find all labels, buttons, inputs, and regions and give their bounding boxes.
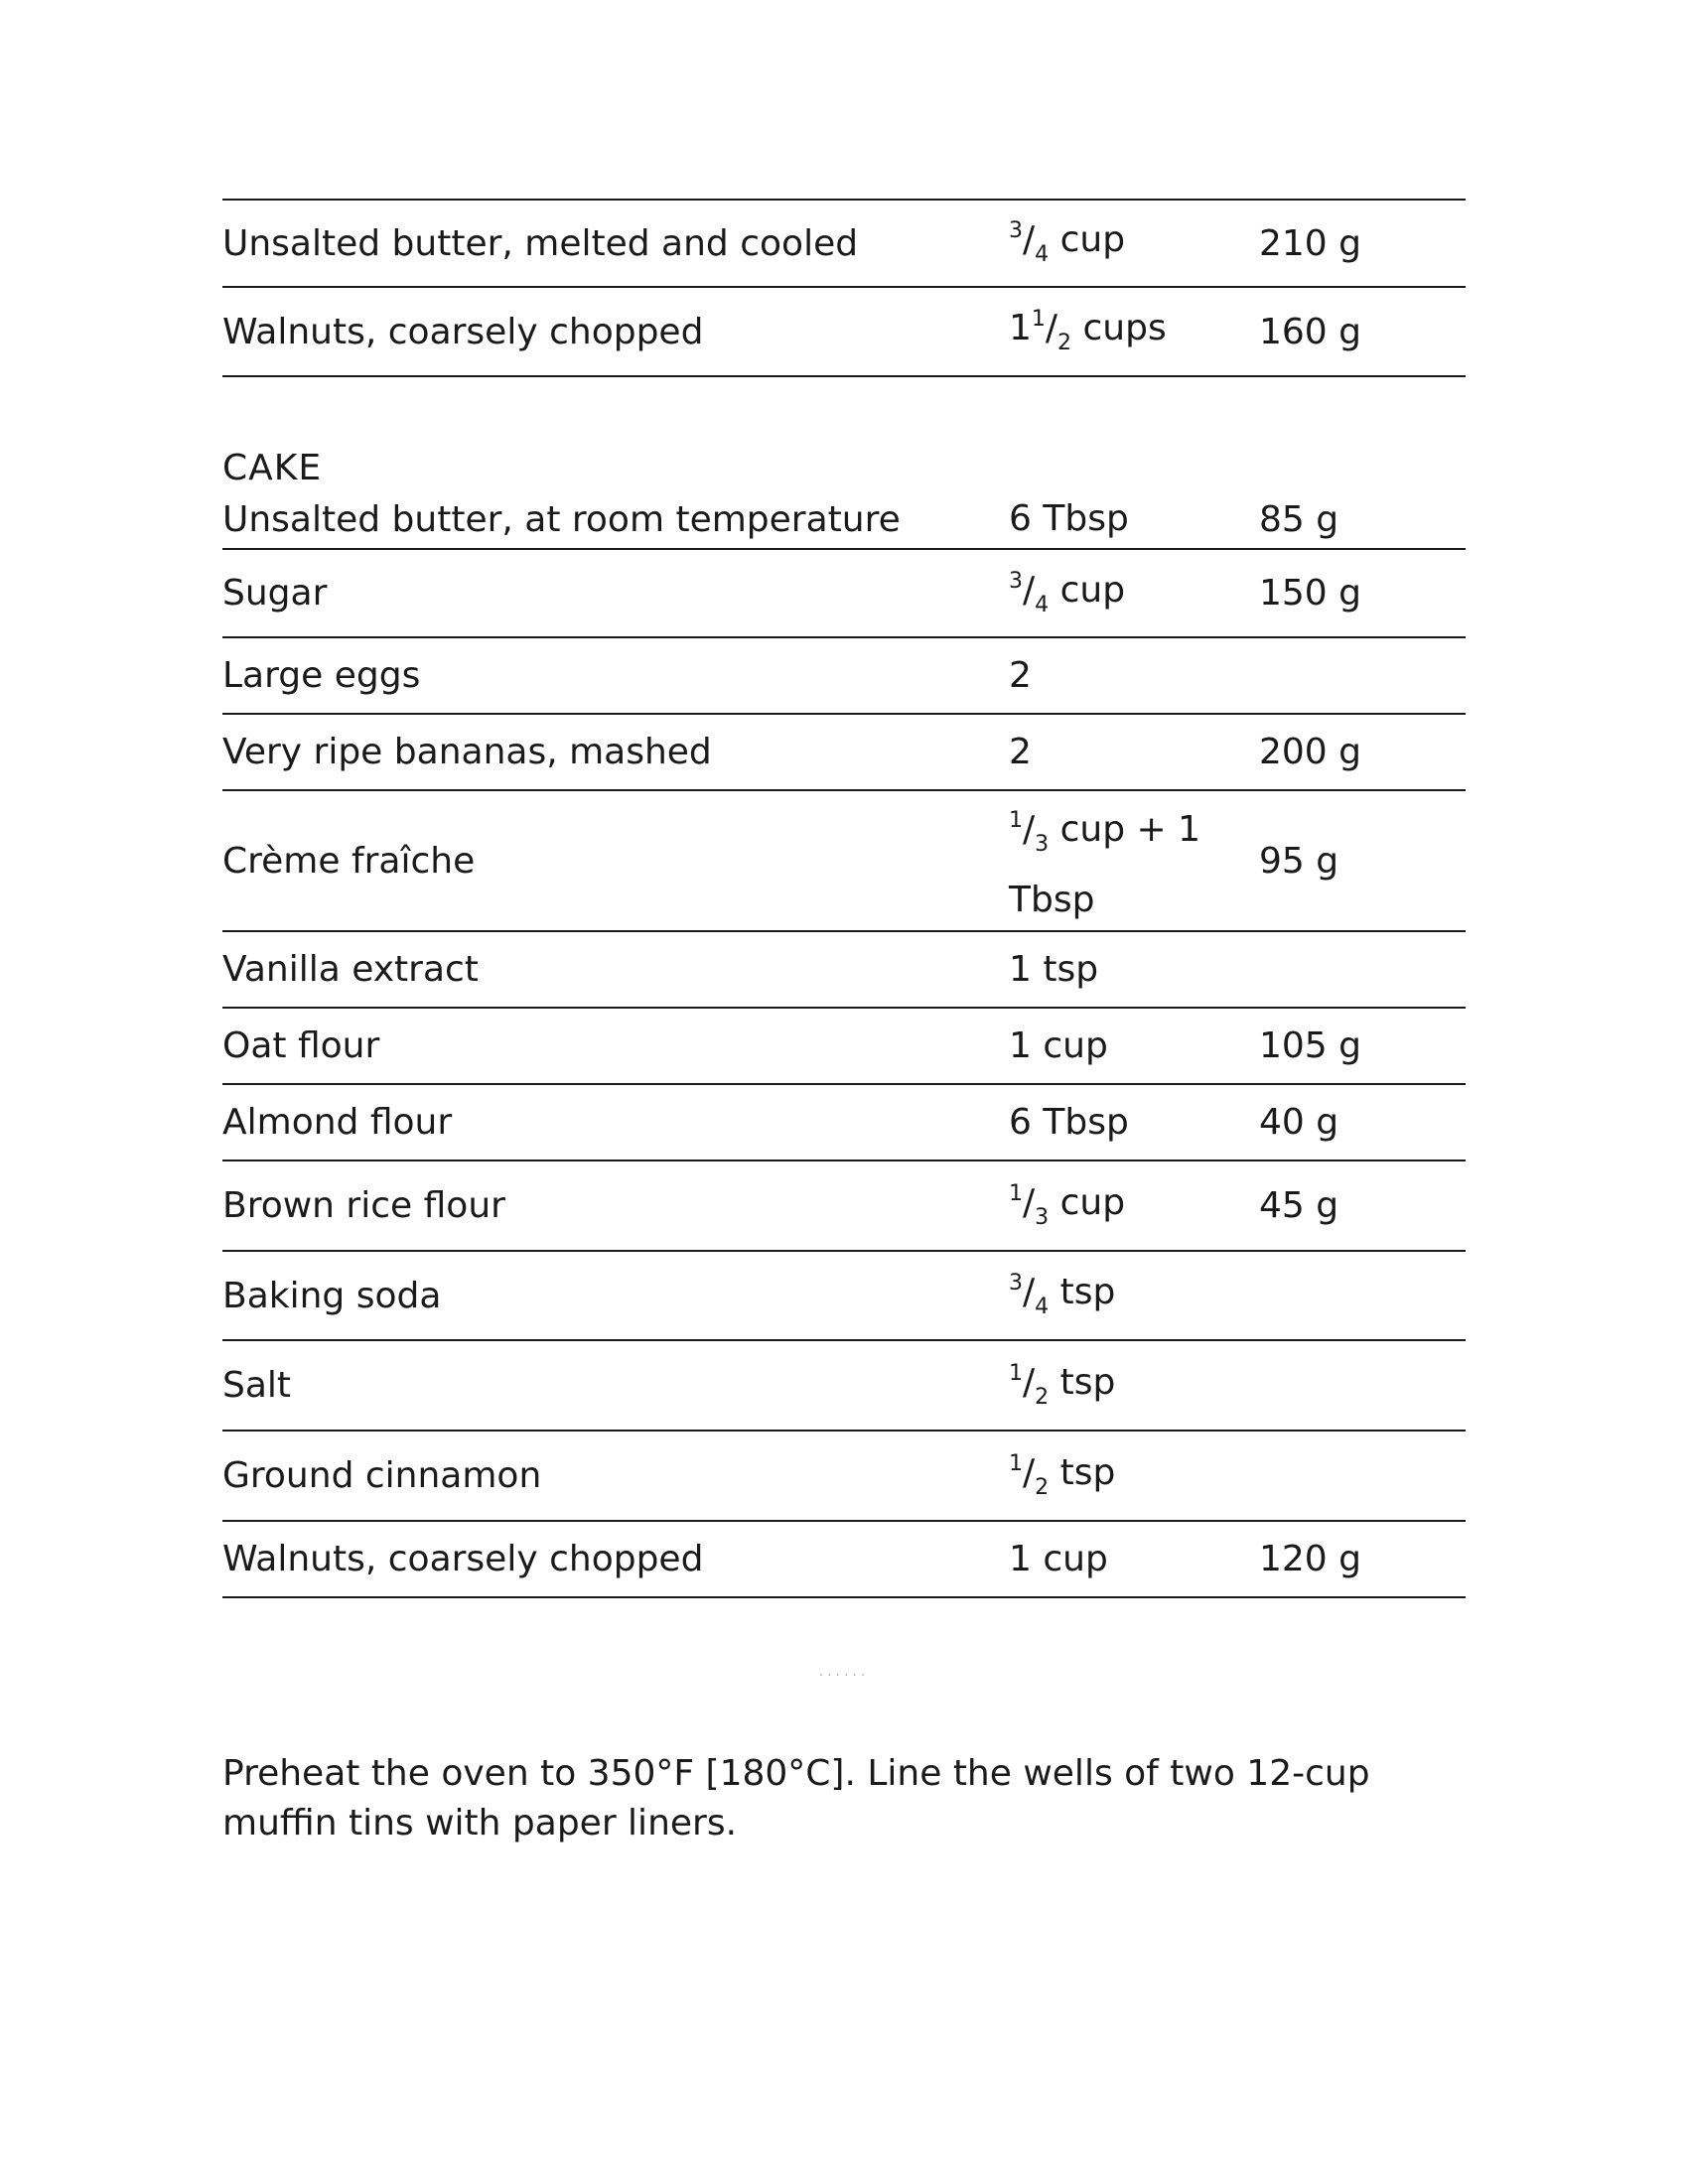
- ingredient-us-measure: $^3/_4$ cup: [1009, 218, 1126, 267]
- ingredient-metric-measure: 95 g: [1259, 840, 1339, 882]
- section-separator: ······: [818, 1668, 870, 1684]
- ingredient-us-measure: $^1/_2$ tsp: [1009, 1450, 1116, 1500]
- ingredient-name: Walnuts, coarsely chopped: [222, 311, 704, 352]
- ingredient-name: Sugar: [222, 573, 328, 614]
- ingredient-us-measure: 6 Tbsp: [1009, 498, 1129, 539]
- ingredient-name: Vanilla extract: [222, 949, 479, 990]
- ingredient-metric-measure: 120 g: [1259, 1539, 1362, 1579]
- ingredient-us-measure: 1 cup: [1009, 1538, 1108, 1579]
- table-row: [222, 1432, 1466, 1522]
- table-row: [222, 1252, 1466, 1341]
- ingredient-metric-measure: 200 g: [1259, 732, 1362, 772]
- ingredient-metric-measure: 45 g: [1259, 1185, 1339, 1226]
- table-row: [222, 1522, 1466, 1598]
- table-row: [222, 932, 1466, 1009]
- ingredient-name: Brown rice flour: [222, 1185, 505, 1226]
- table-row: [222, 638, 1466, 715]
- cake-ingredients-table: [222, 490, 1466, 1598]
- ingredient-us-measure: $1^1/_2$ cups: [1009, 307, 1167, 355]
- ingredient-us-measure: 2: [1009, 654, 1032, 696]
- table-row: [222, 550, 1466, 638]
- instructions-paragraph: Preheat the oven to 350°F [180°C]. Line the wells of two 12-cup muffin tins with paper liners.: [222, 1753, 1370, 1843]
- ingredient-metric-measure: 150 g: [1259, 573, 1362, 614]
- table-row: [222, 791, 1466, 932]
- table-row: [222, 1085, 1466, 1161]
- ingredient-metric-measure: 85 g: [1259, 498, 1339, 540]
- topping-ingredients-table: [222, 199, 1466, 377]
- ingredient-us-measure: $^1/_3$ cup + 1 Tbsp: [1009, 808, 1200, 920]
- ingredient-us-measure: $^3/_4$ tsp: [1009, 1271, 1116, 1319]
- ingredient-us-measure: 1 tsp: [1009, 948, 1099, 990]
- ingredient-name: Unsalted butter, melted and cooled: [222, 222, 859, 264]
- ingredient-name: Crème fraîche: [222, 840, 476, 882]
- section-title-cake: CAKE: [222, 448, 323, 488]
- ingredient-name: Walnuts, coarsely chopped: [222, 1539, 704, 1579]
- ingredient-name: Unsalted butter, at room temperature: [222, 498, 901, 540]
- table-row: [222, 1161, 1466, 1252]
- ingredient-us-measure: 1 cup: [1009, 1024, 1108, 1066]
- ingredient-name: Ground cinnamon: [222, 1455, 542, 1496]
- ingredient-name: Almond flour: [222, 1102, 453, 1143]
- ingredient-us-measure: $^3/_4$ cup: [1009, 568, 1126, 617]
- table-row: [222, 715, 1466, 791]
- table-row: [222, 490, 1466, 550]
- ingredient-metric-measure: 105 g: [1259, 1025, 1362, 1066]
- ingredient-name: Oat flour: [222, 1025, 380, 1066]
- ingredient-name: Baking soda: [222, 1275, 442, 1316]
- ingredient-us-measure: $^1/_3$ cup: [1009, 1180, 1126, 1230]
- ingredient-name: Very ripe bananas, mashed: [222, 732, 712, 772]
- ingredient-metric-measure: 210 g: [1259, 222, 1362, 264]
- ingredient-metric-measure: 160 g: [1259, 311, 1362, 352]
- ingredient-name: Large eggs: [222, 655, 421, 696]
- table-row: [222, 288, 1466, 377]
- ingredient-us-measure: 2: [1009, 731, 1032, 772]
- table-row: [222, 1009, 1466, 1085]
- table-row: [222, 1341, 1466, 1432]
- ingredient-name: Salt: [222, 1365, 292, 1406]
- ingredient-us-measure: $^1/_2$ tsp: [1009, 1360, 1116, 1410]
- ingredient-metric-measure: 40 g: [1259, 1102, 1339, 1143]
- ingredient-us-measure: 6 Tbsp: [1009, 1101, 1129, 1143]
- recipe-page: [222, 199, 1466, 1848]
- table-row: [222, 199, 1466, 288]
